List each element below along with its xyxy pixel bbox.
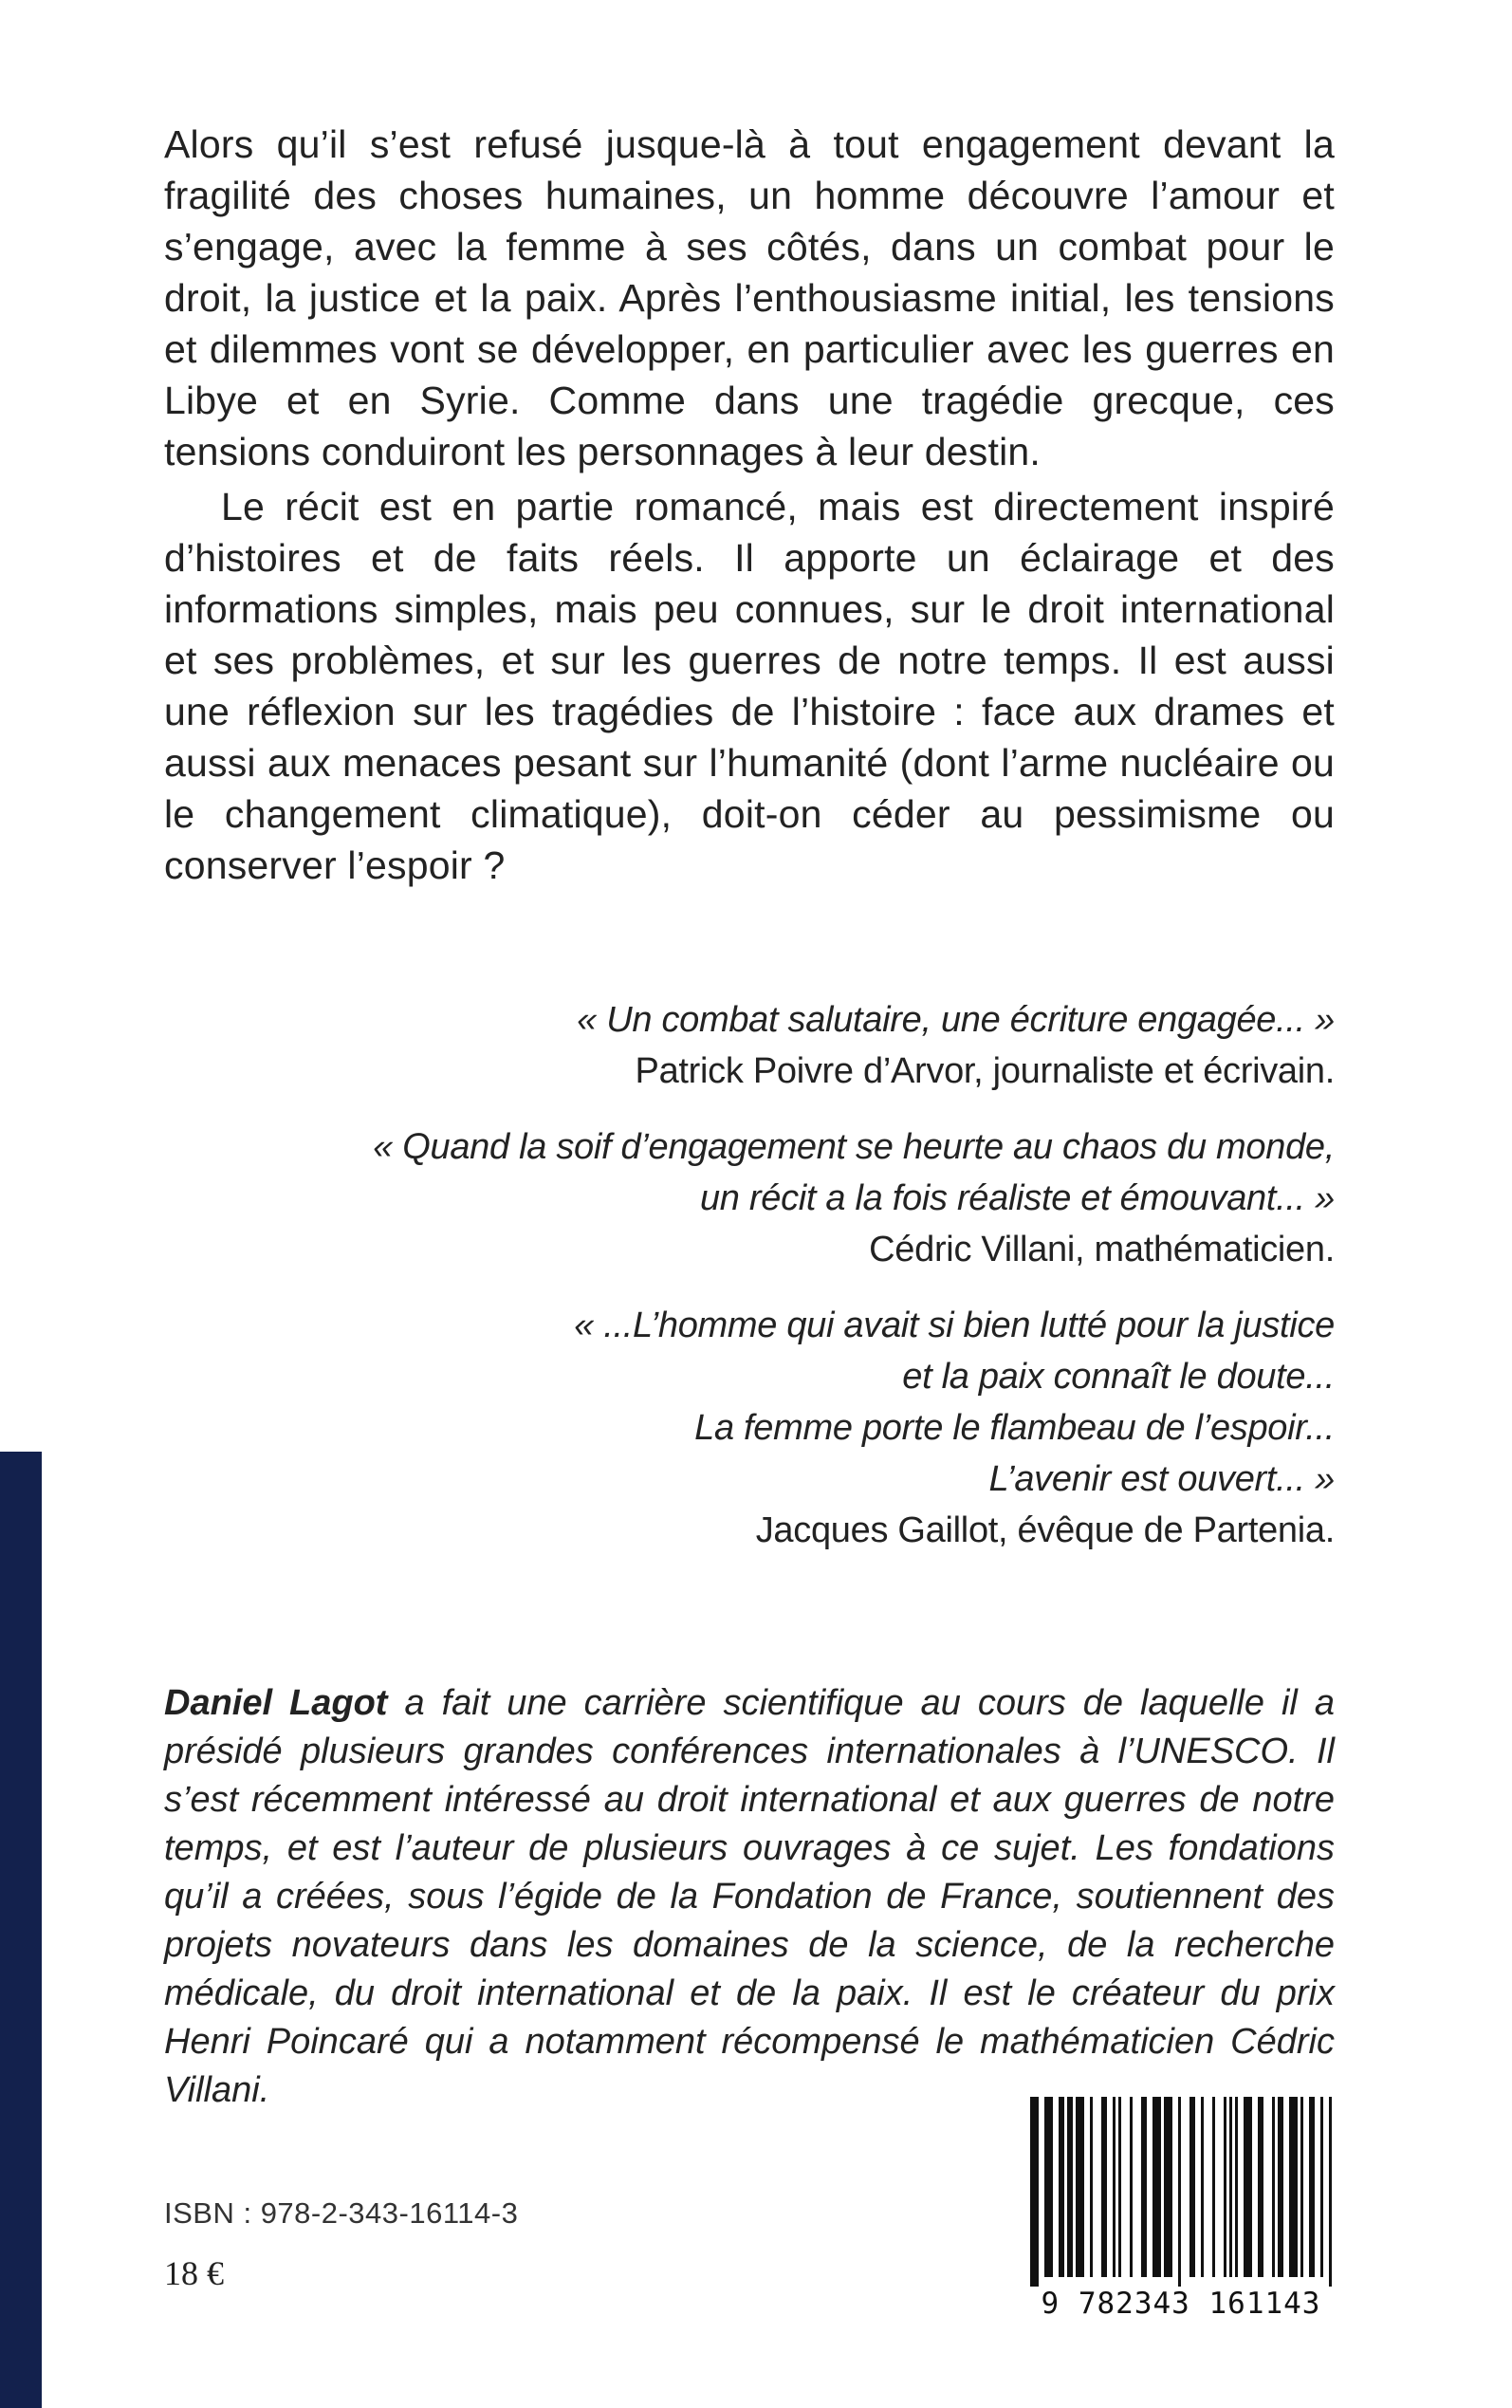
author-name: Daniel Lagot — [164, 1683, 388, 1723]
isbn-label: ISBN : 978-2-343-16114-3 — [164, 2196, 519, 2230]
barcode-bar — [1141, 2097, 1147, 2277]
author-bio-text: a fait une carrière scientifique au cours de laquelle il a présidé plusieurs grandes conférences internationales à l’UNESCO. Il s’est récemment intéressé au droit international et aux guerres de notre temps, et est l’auteur de plusieurs ouvrages à ce sujet. Les fondations qu’il a créées, sous l’égide de la Fondation de France, soutiennent des projets novateurs dans les domaines de la science, de la recherche médicale, du droit international et de la paix. Il est le créateur du prix Henri Poincaré qui a notamment récompensé le mathématicien Cédric Villani. — [164, 1683, 1336, 2110]
barcode-bar — [1201, 2097, 1204, 2277]
barcode-bar — [1320, 2097, 1323, 2277]
blurb-paragraph-2: Le récit est en partie romancé, mais est directement inspiré d’histoires et de faits réels. Il apporte un éclairage et des informations simples, mais peu connues, sur le droit international et ses problèmes, et sur les guerres de notre temps. Il est aussi une réflexion sur les tragédies de l’histoire : face aux drames et aussi aux menaces pesant sur l’humanité (dont l’arme nucléaire ou le changement climatique), doit-on céder au pessimisme ou conserver l’espoir ? — [164, 485, 1335, 887]
barcode-bar — [1224, 2097, 1226, 2277]
barcode-bar — [1189, 2097, 1195, 2277]
quote-line: L’avenir est ouvert... » — [988, 1459, 1335, 1499]
quote-line: « Quand la soif d’engagement se heurte au chaos du monde, — [373, 1127, 1335, 1167]
barcode-bar — [1235, 2097, 1238, 2277]
blurb-paragraph-1: Alors qu’il s’est refusé jusque-là à tout engagement devant la fragilité des choses humaines, un homme découvre l’amour et s’engage, avec la femme à ses côtés, dans un combat pour le droit, la justice et la paix. Après l’enthousiasme initial, les tensions et dilemmes vont se développer, en particulier avec les guerres en Libye et en Syrie. Comme dans une tragédie grecque, ces tensions conduiront les personnages à leur destin. — [164, 122, 1335, 473]
barcode-bar — [1076, 2097, 1084, 2277]
barcode-bar — [1118, 2097, 1121, 2277]
author-bio — [164, 1679, 1335, 2115]
barcode-bar — [1329, 2097, 1332, 2291]
barcode-bar — [1178, 2097, 1181, 2291]
quote-line: La femme porte le flambeau de l’espoir... — [694, 1408, 1335, 1448]
quote-villani — [164, 1121, 1335, 1275]
quote-line: « Un combat salutaire, une écriture engagée... » — [577, 1000, 1335, 1040]
barcode-bar — [1152, 2097, 1161, 2277]
barcode-bar — [1059, 2097, 1064, 2277]
barcode-bar — [1258, 2097, 1263, 2277]
barcode-bar — [1244, 2097, 1252, 2277]
quote-line: et la paix connaît le doute... — [902, 1357, 1335, 1397]
barcode-bar — [1067, 2097, 1073, 2277]
barcode-bar — [1229, 2097, 1232, 2277]
barcode-bar — [1212, 2097, 1215, 2277]
barcode-bar — [1113, 2097, 1116, 2277]
quote-author: Cédric Villani, mathématicien. — [869, 1230, 1335, 1269]
barcode-bar — [1278, 2097, 1283, 2277]
barcode-bars — [1024, 2097, 1337, 2291]
quote-author: Jacques Gaillot, évêque de Partenia. — [755, 1510, 1335, 1550]
endorsement-quotes — [164, 994, 1335, 1581]
quote-line: un récit a la fois réaliste et émouvant... » — [699, 1178, 1335, 1218]
spine-color-band — [0, 1452, 42, 2408]
barcode-bar — [1030, 2097, 1039, 2291]
quote-line: « ...L’homme qui avait si bien lutté pour la justice — [574, 1306, 1335, 1345]
quote-author: Patrick Poivre d’Arvor, journaliste et écrivain. — [635, 1051, 1335, 1091]
barcode-bar — [1272, 2097, 1275, 2277]
barcode — [1024, 2097, 1337, 2325]
barcode-bar — [1130, 2097, 1133, 2277]
barcode-bar — [1300, 2097, 1303, 2277]
barcode-bar — [1289, 2097, 1298, 2277]
quote-poivre-darvor — [164, 994, 1335, 1097]
barcode-digits: 9 782343 161143 — [1024, 2287, 1337, 2321]
quote-gaillot — [164, 1300, 1335, 1556]
price-label: 18 € — [164, 2254, 224, 2292]
barcode-bar — [1101, 2097, 1107, 2277]
barcode-bar — [1309, 2097, 1315, 2277]
barcode-bar — [1090, 2097, 1093, 2277]
back-cover-blurb — [164, 119, 1335, 891]
barcode-bar — [1044, 2097, 1053, 2277]
barcode-bar — [1164, 2097, 1172, 2277]
